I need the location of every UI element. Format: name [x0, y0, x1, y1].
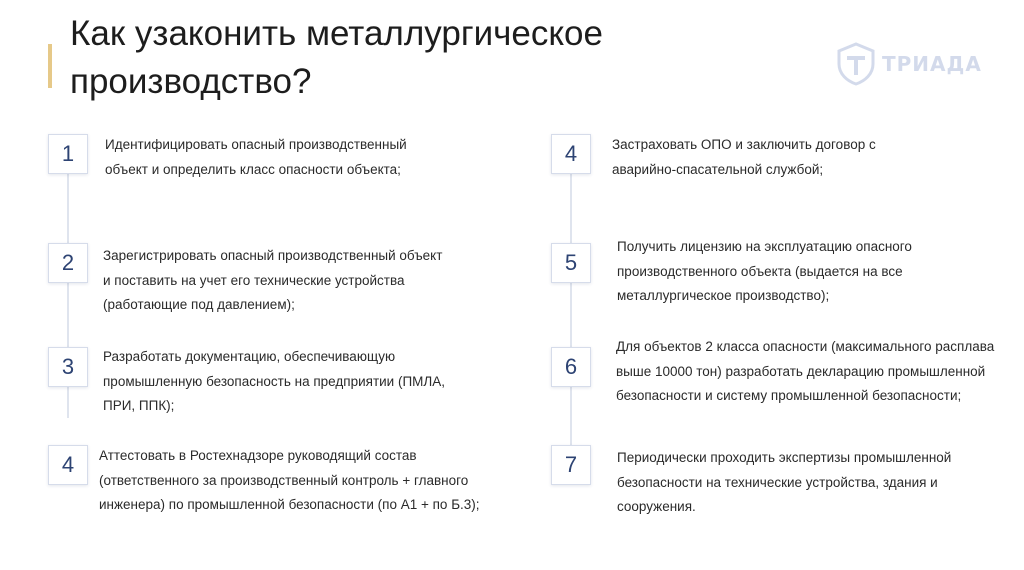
- step-text: Застраховать ОПО и заключить договор с аварийно-спасательной службой;: [612, 137, 876, 177]
- step-text: Периодически проходить экспертизы промышленной безопасности на технические устройства, здания и сооружения.: [617, 450, 952, 514]
- step-number: 2: [48, 243, 88, 283]
- step-text: Получить лицензию на эксплуатацию опасного производственного объекта (выдается на все металлургическое производство);: [617, 239, 912, 303]
- step-number: 7: [551, 445, 591, 485]
- step-number: 3: [48, 347, 88, 387]
- step-number: 6: [551, 347, 591, 387]
- step-text: Зарегистрировать опасный производственный объект и поставить на учет его технические устройства (работающие под давлением);: [103, 248, 443, 312]
- logo-text: ТРИАДА: [882, 52, 982, 76]
- shield-icon: [836, 42, 876, 86]
- step-number: 4: [48, 445, 88, 485]
- step-number: 4: [551, 134, 591, 174]
- step-number: 5: [551, 243, 591, 283]
- title-accent-bar: [48, 44, 52, 88]
- company-logo: [836, 42, 982, 86]
- step-text: Разработать документацию, обеспечивающую промышленную безопасность на предприятии (ПМЛА, ПРИ, ППК);: [103, 349, 446, 413]
- page-title: Как узаконить металлургическое производство?: [70, 14, 603, 101]
- step-text: Для объектов 2 класса опасности (максимального расплава выше 10000 тон) разработать декларацию промышленной безопасности и систему промышленной безопасности;: [616, 339, 995, 403]
- step-text: Аттестовать в Ростехнадзоре руководящий состав (ответственного за производственный контроль + главного инженера) по промышленной безопасности (по А1 + по Б.3);: [99, 448, 480, 512]
- right-timeline: [570, 160, 572, 468]
- step-text: Идентифицировать опасный производственный объект и определить класс опасности объекта;: [105, 137, 407, 177]
- step-number: 1: [48, 134, 88, 174]
